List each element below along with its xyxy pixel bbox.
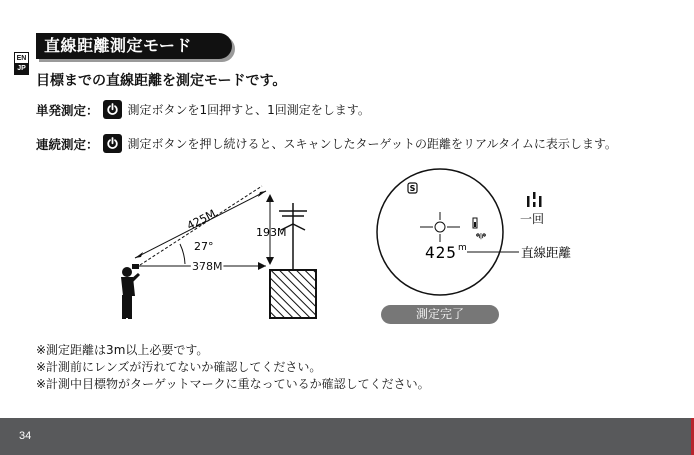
section-title: 直線距離測定モード bbox=[36, 33, 232, 59]
section-subtitle: 目標までの直線距離を測定モードです。 bbox=[36, 73, 287, 89]
angle-label: 27° bbox=[194, 240, 214, 253]
single-measure-text: 測定ボタンを1回押すと、1回測定をします。 bbox=[127, 103, 370, 117]
continuous-measure-text: 測定ボタンを押し続けると、スキャンしたターゲットの距離をリアルタイムに表示します。 bbox=[127, 137, 617, 151]
note-item: ※計測前にレンズが汚れてないか確認してください。 bbox=[36, 360, 322, 374]
straight-distance-callout: 直線距離 bbox=[521, 245, 572, 260]
scope-display bbox=[377, 169, 519, 295]
continuous-measure-label: 連続測定： bbox=[36, 136, 99, 152]
person-figure bbox=[121, 264, 140, 319]
page-footer bbox=[0, 418, 694, 455]
line-distance-label: 425M bbox=[184, 207, 218, 233]
target-building bbox=[270, 270, 316, 318]
language-tab-jp: JP bbox=[14, 63, 29, 75]
angle-arc bbox=[180, 244, 185, 264]
single-measure-label: 単発測定： bbox=[36, 102, 99, 118]
svg-text:ᖗ|ᖘ: ᖗ|ᖘ bbox=[476, 233, 486, 240]
note-item: ※計測中目標物がターゲットマークに重なっているか確認してください。 bbox=[36, 377, 430, 391]
language-tab-en: EN bbox=[14, 52, 29, 64]
horizontal-distance-label: 378M bbox=[192, 260, 223, 273]
notes-list bbox=[36, 342, 430, 393]
distance-reading: 425 bbox=[425, 243, 457, 262]
scan-mode-badge: S bbox=[409, 184, 416, 193]
page-number: 34 bbox=[19, 430, 32, 442]
measure-complete-badge: 測定完了 bbox=[381, 305, 499, 324]
height-label: 193M bbox=[256, 226, 287, 239]
note-item: ※測定距離は3m以上必要です。 bbox=[36, 343, 209, 357]
continuous-mode-icon bbox=[527, 192, 542, 207]
reading-unit: m bbox=[458, 243, 467, 253]
single-mode-label: 一回 bbox=[520, 212, 545, 226]
